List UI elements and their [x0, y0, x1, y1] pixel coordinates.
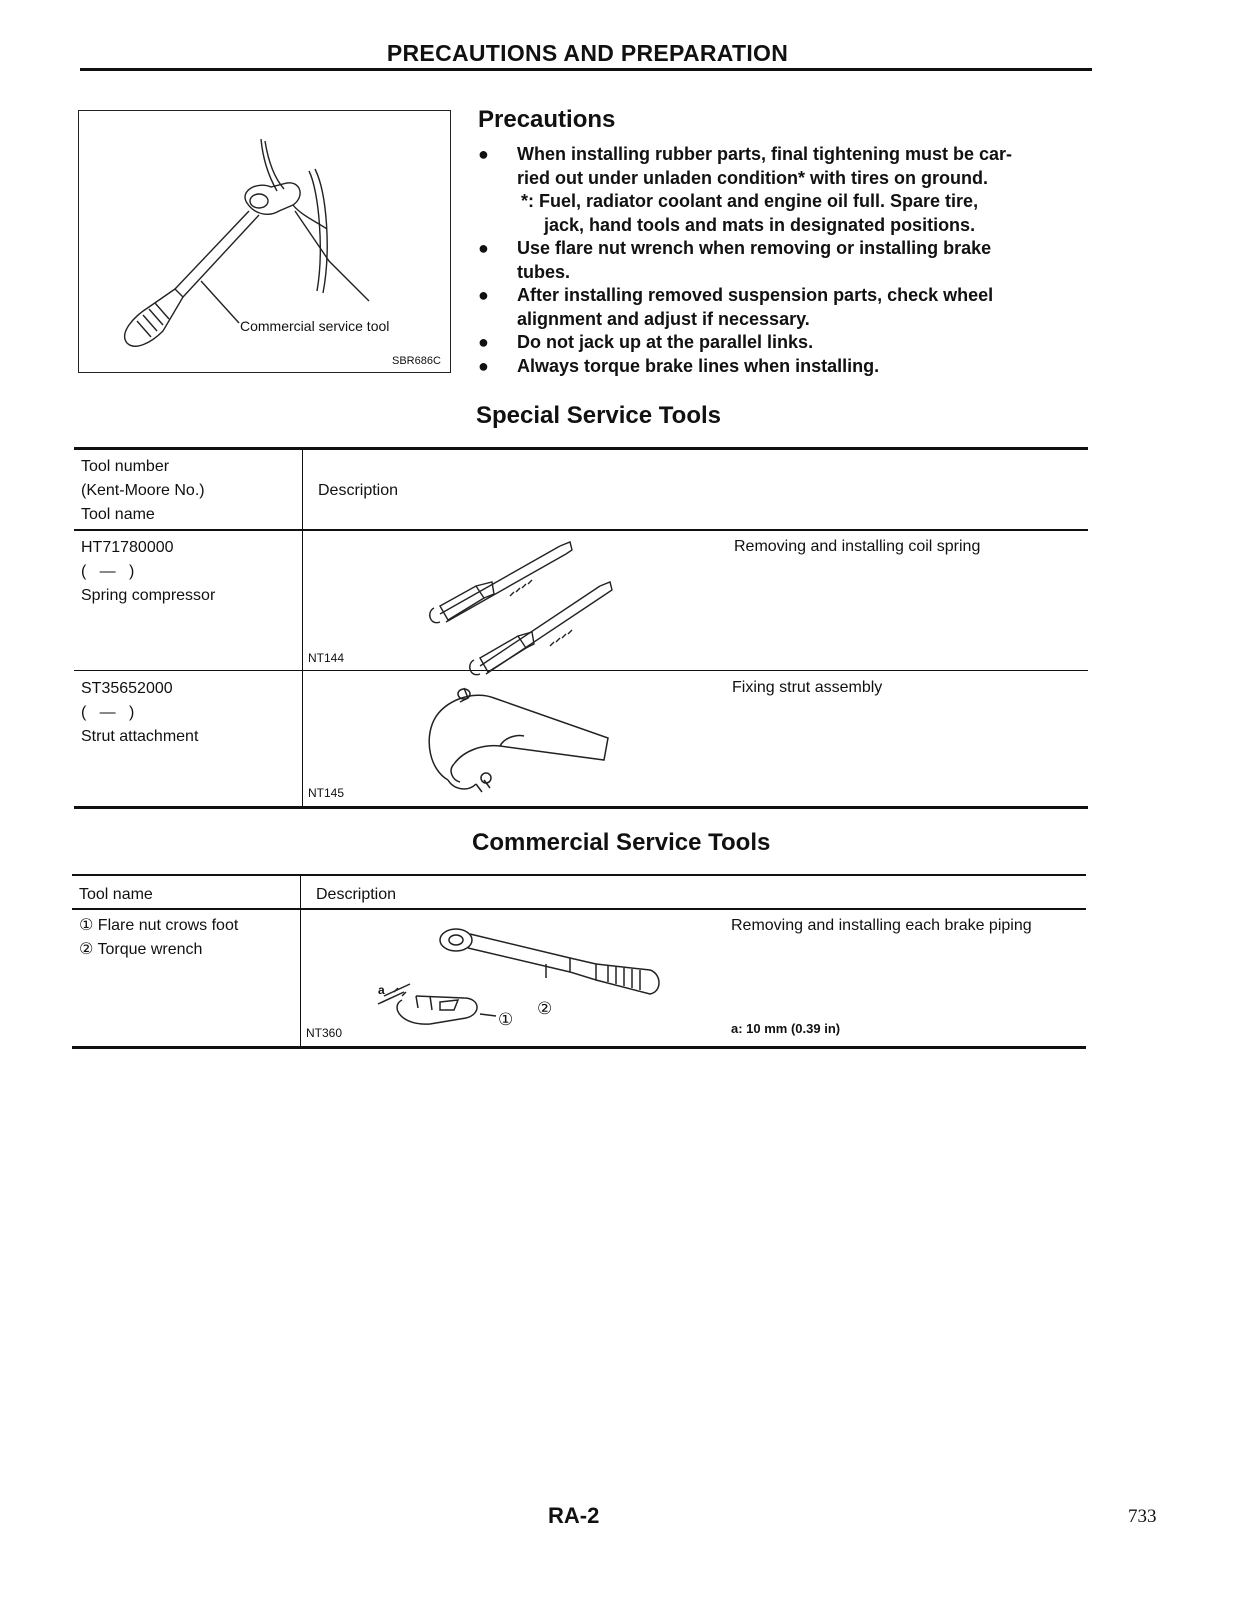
table-row — [79, 914, 238, 962]
callout-2: ② — [537, 999, 553, 1018]
bullet-icon: ● — [478, 238, 489, 258]
figure-code: SBR686C — [392, 355, 441, 367]
page-number: 733 — [1128, 1506, 1157, 1527]
special-col-divider — [302, 449, 303, 808]
kent-moore-number: ( — ) — [81, 704, 135, 721]
tool-code: NT360 — [306, 1026, 343, 1040]
special-tools-heading: Special Service Tools — [476, 402, 722, 429]
special-bottom-rule — [74, 806, 1088, 809]
header-rule — [80, 68, 1092, 71]
list-item: ● When installing rubber parts, final tightening must be car- ried out under unladen condition* with tires on ground. *: Fuel, radiator coolant and engine oil full. Spare tire, jack, hand tools and mats in designated positions. — [478, 143, 1090, 237]
list-item: ● Do not jack up at the parallel links. — [478, 331, 1090, 355]
dimension-note: a: 10 mm (0.39 in) — [731, 1021, 841, 1036]
tool-number: HT71780000 — [81, 539, 174, 556]
list-item: ● Use flare nut wrench when removing or installing brake tubes. — [478, 238, 992, 282]
figure-label: Commercial service tool — [240, 318, 390, 334]
special-header-rule — [74, 529, 1088, 531]
commercial-header-col2: Description — [316, 886, 397, 903]
tool-name: ① Flare nut crows foot — [79, 917, 239, 934]
commercial-header-col1: Tool name — [79, 886, 153, 903]
kent-moore-number: ( — ) — [81, 563, 135, 580]
tool-name: Spring compressor — [81, 587, 216, 604]
bullet-icon: ● — [478, 144, 489, 164]
torque-wrench-illustration — [370, 920, 670, 1040]
precautions-heading: Precautions — [478, 106, 616, 133]
precautions-list — [478, 143, 1090, 378]
spring-compressor-illustration — [420, 536, 620, 666]
commercial-tools-heading: Commercial Service Tools — [472, 829, 771, 856]
commercial-header-rule — [72, 908, 1086, 910]
table-row — [81, 536, 215, 608]
special-row-rule — [74, 670, 1088, 671]
tool-code: NT145 — [308, 786, 345, 800]
commercial-bottom-rule — [72, 1046, 1086, 1049]
precaution-note: *: Fuel, radiator coolant and engine oil full. Spare tire, jack, hand tools and mats in designated positions. — [521, 191, 979, 235]
table-row — [81, 677, 198, 749]
tool-name: Strut attachment — [81, 728, 199, 745]
special-header-col1: Tool number (Kent-Moore No.) Tool name — [81, 458, 205, 523]
tool-name: ② Torque wrench — [79, 941, 203, 958]
special-top-rule — [74, 447, 1088, 450]
section-page-number: RA-2 — [548, 1503, 600, 1528]
page-title: PRECAUTIONS AND PREPARATION — [386, 40, 789, 66]
bullet-icon: ● — [478, 355, 489, 376]
callout-a: a — [378, 983, 385, 997]
list-item: ● After installing removed suspension parts, check wheel alignment and adjust if necessary. — [478, 285, 994, 329]
list-item: ● Always torque brake lines when installing. — [478, 355, 1090, 379]
special-header-col2: Description — [318, 482, 399, 499]
commercial-top-rule — [72, 874, 1086, 876]
callout-1: ① — [498, 1010, 514, 1029]
tool-description: Removing and installing coil spring — [734, 538, 981, 555]
strut-attachment-illustration — [424, 680, 614, 800]
wrench-illustration — [79, 111, 452, 374]
tool-description: Fixing strut assembly — [732, 679, 883, 696]
bullet-icon: ● — [478, 332, 489, 352]
tool-code: NT144 — [308, 651, 345, 665]
tool-number: ST35652000 — [81, 680, 173, 697]
tool-description: Removing and installing each brake piping — [731, 917, 1032, 934]
commercial-col-divider — [300, 875, 301, 1048]
bullet-icon: ● — [478, 285, 489, 305]
